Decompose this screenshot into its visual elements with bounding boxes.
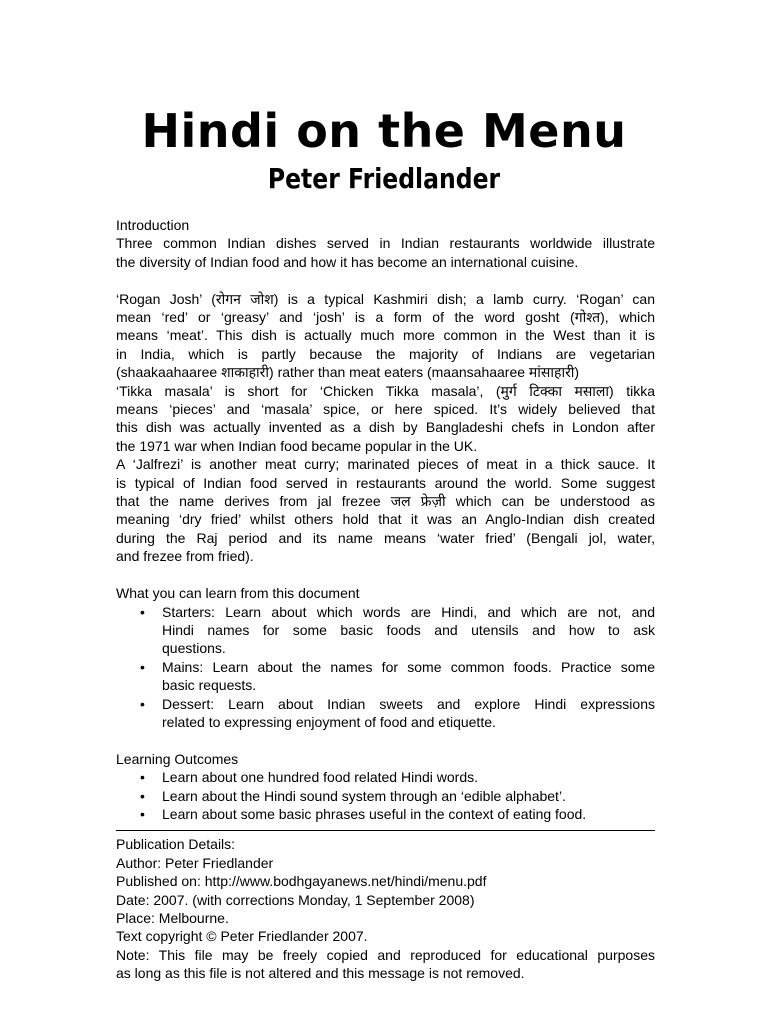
learn-item-starters	[116, 603, 655, 658]
paragraph-gap	[116, 271, 655, 289]
text-line: ‘Rogan Josh’ (रोगन जोश) is a typical Kashmiri dish; a lamb curry. ‘Rogan’ can	[116, 290, 655, 307]
text-line: Learn about the Hindi sound system through an ‘edible alphabet’.	[162, 787, 566, 804]
bullet-icon: •	[140, 769, 145, 786]
text-line: Mains: Learn about the names for some common foods. Practice some	[162, 658, 655, 675]
document-title: Hindi on the Menu	[141, 104, 627, 158]
text-line: related to expressing enjoyment of food and etiquette.	[162, 713, 496, 730]
learn-list	[116, 603, 655, 732]
learn-item-dessert	[116, 695, 655, 732]
text-line: the diversity of Indian food and how it has become an international cuisine.	[116, 253, 579, 270]
text-line: that the name derives from jal frezee जल फ्रेज़ी which can be understood as	[116, 493, 655, 510]
text-line: Learn about some basic phrases useful in the context of eating food.	[162, 805, 587, 822]
text-line: as long as this file is not altered and this message is not removed.	[116, 965, 525, 982]
outcome-item-text	[162, 787, 655, 805]
text-line: during the Raj period and its name means ‘water fried’ (Bengali jol, water,	[116, 529, 655, 546]
intro-heading: Introduction	[116, 217, 190, 233]
text-line: this dish was actually invented as a dish by Bangladeshi chefs in London after	[116, 419, 655, 436]
bullet-icon: •	[140, 695, 145, 712]
publication-note	[116, 946, 655, 983]
bullet-icon: •	[140, 787, 145, 804]
section-divider	[116, 830, 655, 831]
learn-item-text	[162, 658, 655, 695]
text-line: mean ‘red’ or ‘greasy’ and ‘josh’ is a form of the word gosht (गोश्त), which	[116, 309, 655, 326]
outcome-item	[116, 805, 655, 823]
publication-heading: Publication Details:	[116, 836, 236, 853]
learn-item-mains	[116, 658, 655, 695]
bullet-icon: •	[140, 603, 145, 620]
text-line: meaning ‘dry fried’ whilst others hold that it was an Anglo-Indian dish created	[116, 511, 655, 528]
text-line: Dessert: Learn about Indian sweets and explore Hindi expressions	[162, 695, 655, 712]
text-line: basic requests.	[162, 677, 257, 694]
text-line: A ‘Jalfrezi’ is another meat curry; marinated pieces of meat in a thick sauce. It	[116, 456, 655, 473]
learn-item-text	[162, 695, 655, 732]
outcome-item	[116, 768, 655, 786]
text-line: (shaakaahaaree शाकाहारी) rather than meat eaters (maansahaaree मांसाहारी)	[116, 364, 580, 381]
document-author: Peter Friedlander	[267, 162, 501, 195]
bullet-icon: •	[140, 658, 145, 675]
text-line: Hindi names for some basic foods and utensils and how to ask	[162, 621, 655, 638]
text-line: Three common Indian dishes served in Indian restaurants worldwide illustrate	[116, 235, 655, 252]
jalfrezi-paragraph	[116, 455, 655, 565]
outcome-item-text	[162, 805, 655, 823]
text-line: and frezee from fried).	[116, 548, 254, 565]
text-line: ‘Tikka masala’ is short for ‘Chicken Tikka masala’, (मुर्ग टिक्का मसाला) tikka	[116, 382, 655, 399]
text-line: is typical of Indian food served in restaurants around the world. Some suggest	[116, 474, 655, 491]
publication-place: Place: Melbourne.	[116, 909, 229, 926]
rogan-josh-paragraph	[116, 290, 655, 382]
text-line: in India, which is partly because the majority of Indians are vegetarian	[116, 345, 655, 362]
text-line: questions.	[162, 640, 226, 657]
text-line: means ‘pieces’ and ‘masala’ spice, or here spiced. It’s widely believed that	[116, 401, 655, 418]
outcomes-list	[116, 768, 655, 823]
outcomes-heading: Learning Outcomes	[116, 750, 239, 767]
learn-item-text	[162, 603, 655, 658]
text-line: Learn about one hundred food related Hindi words.	[162, 769, 478, 786]
outcome-item	[116, 787, 655, 805]
learn-heading: What you can learn from this document	[116, 585, 360, 602]
publication-date: Date: 2007. (with corrections Monday, 1 September 2008)	[116, 891, 475, 908]
bullet-icon: •	[140, 805, 145, 822]
publication-copyright: Text copyright © Peter Friedlander 2007.	[116, 928, 368, 945]
paragraph-gap	[116, 566, 655, 584]
tikka-masala-paragraph	[116, 382, 655, 456]
text-line: Note: This file may be freely copied and reproduced for educational purposes	[116, 946, 655, 963]
publication-author: Author: Peter Friedlander	[116, 854, 274, 871]
intro-paragraph	[116, 234, 655, 271]
outcome-item-text	[162, 768, 655, 786]
document-body	[116, 216, 655, 983]
publication-url: Published on: http://www.bodhgayanews.net/hindi/menu.pdf	[116, 873, 487, 890]
paragraph-gap	[116, 731, 655, 749]
text-line: the 1971 war when Indian food became popular in the UK.	[116, 437, 478, 454]
text-line: Starters: Learn about which words are Hindi, and which are not, and	[162, 603, 655, 620]
text-line: means ‘meat’. This dish is actually much more common in the West than it is	[116, 327, 655, 344]
